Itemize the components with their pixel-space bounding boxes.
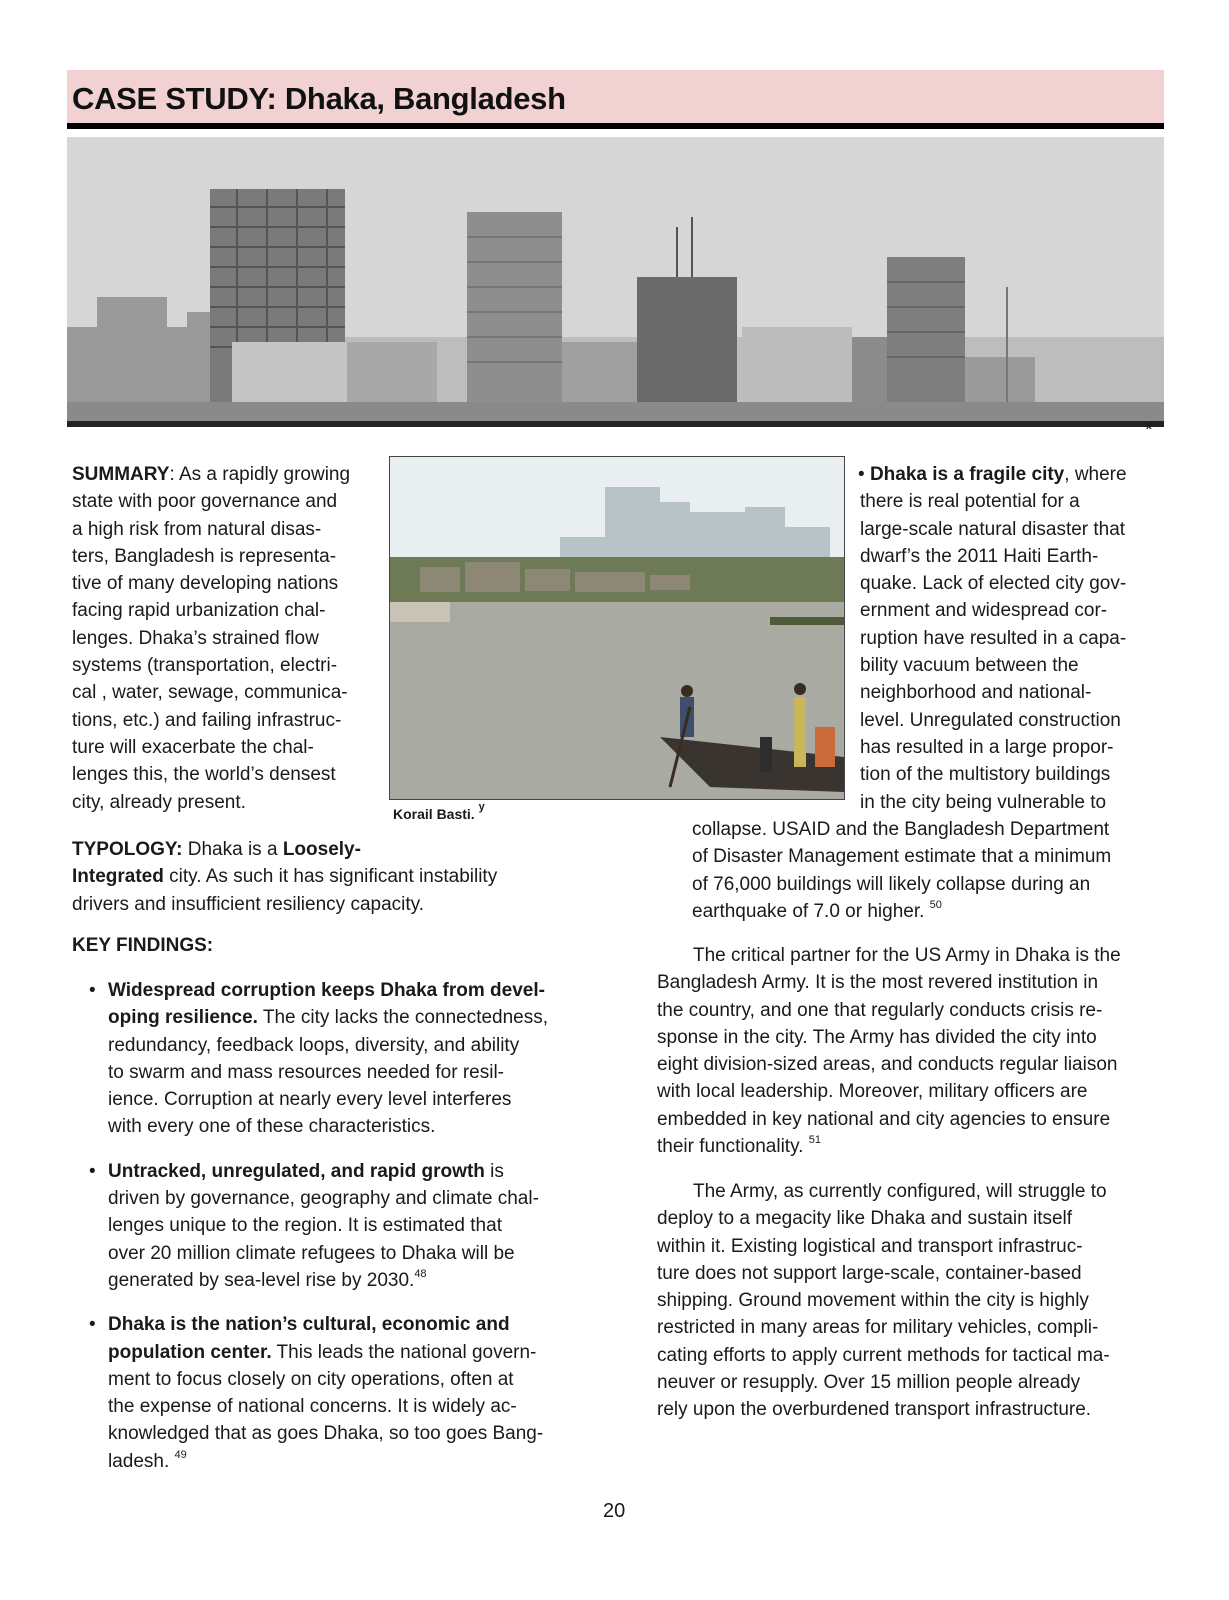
bullet-icon: • [858,464,865,485]
summary-section: SUMMARY: As a rapidly growing state with poor governance and a high risk from natural disas- ters, Bangladesh is representa- tive of many developing nations facing rapid urbanization chal- lenges. Dhaka’s strained flow systems (transportation, electri- cal , water, sewage, communica- tions, etc.) and failing infrastruc- ture will exacerbate the chal- lenges this, the world’s densest city, already present. [72,464,351,813]
photo-caption: Korail Basti. $^y$ [393,801,485,822]
skyline-photo [67,137,1164,427]
summary-label: SUMMARY [72,464,170,485]
photo-caption-mark: y [478,801,485,813]
footnote-ref: 48 [414,1267,427,1280]
bullet-icon: • [89,1160,96,1182]
army-partner-paragraph: The critical partner for the US Army in Dhaka is the Bangladesh Army. It is the most revered institution in the country, and one that regularly conducts crisis re- sponse in the city. The Army has divided the city into eight division-sized areas, and conducts regular liaison with local leadership. Moreover, military officers are embedded in key national and city agencies to ensure their functionality. $^{51}$ [657,945,1121,1158]
finding-growth: • Untracked, unregulated, and rapid growth is driven by governance, geography and climate chal- lenges unique to the region. It is estimated that over 20 million climate refugees to Dhaka will be generated by sea-level rise by 2030.48 [72,1158,592,1294]
key-findings-list [72,977,592,1492]
typology-label: TYPOLOGY: [72,839,183,860]
footnote-ref: 51 [808,1134,821,1147]
fragile-city-continued: collapse. USAID and the Bangladesh Department of Disaster Management estimate that a minimum of 76,000 buildings will likely collapse during an earthquake of 7.0 or higher. $^{50}$ [692,819,1112,922]
footnote-ref: 49 [174,1448,187,1461]
korail-basti-photo [389,456,845,800]
page-title-bar [67,70,1164,129]
bullet-icon: • [89,1314,96,1336]
army-logistics-paragraph: The Army, as currently configured, will struggle to deploy to a megacity like Dhaka and sustain itself within it. Existing logistical and transport infrastruc- ture does not support large-scale, container-based shipping. Ground movement within the city is highly restricted in many areas for military vehicles, compli- cating efforts to apply current methods for tactical ma- neuver or resupply. Over 15 million people already rely upon the overburdened transport infrastructure. [657,1181,1110,1421]
page-title: CASE STUDY: Dhaka, Bangladesh [72,81,566,116]
finding-center: • Dhaka is the nation’s cultural, economic and population center. This leads the national govern- ment to focus closely on city operations, often at the expense of national concerns. It is widely ac- knowledged that as goes Dhaka, so too goes Bang- ladesh. $^{49}$ [72,1311,592,1475]
typology-section: TYPOLOGY: Dhaka is a Loosely- Integrated city. As such it has significant instability drivers and insufficient resiliency capacity. [72,839,498,915]
fragile-city-bullet: • Dhaka is a fragile city, where there is real potential for a large-scale natural disaster that dwarf’s the 2011 Haiti Earth- quake. Lack of elected city gov- ernment and widespread cor- ruption have resulted in a capa- bility vacuum between the neighborhood and national- level. Unregulated construction has resulted in a large propor- tion of the multistory buildings in the city being vulnerable to [858,464,1127,813]
banner-footnote-mark: x [1146,421,1152,432]
bullet-icon: • [89,980,96,1001]
key-findings-heading: KEY FINDINGS: [72,935,214,956]
finding-corruption: • Widespread corruption keeps Dhaka from devel- oping resilience. The city lacks the connectedness, redundancy, feedback loops, diversity, and ability to swarm and mass resources needed for resil- ience. Corruption at nearly every level interferes with every one of these characteristics. [72,977,592,1141]
footnote-ref: 50 [929,898,942,911]
page-number: 20 [603,1500,626,1522]
